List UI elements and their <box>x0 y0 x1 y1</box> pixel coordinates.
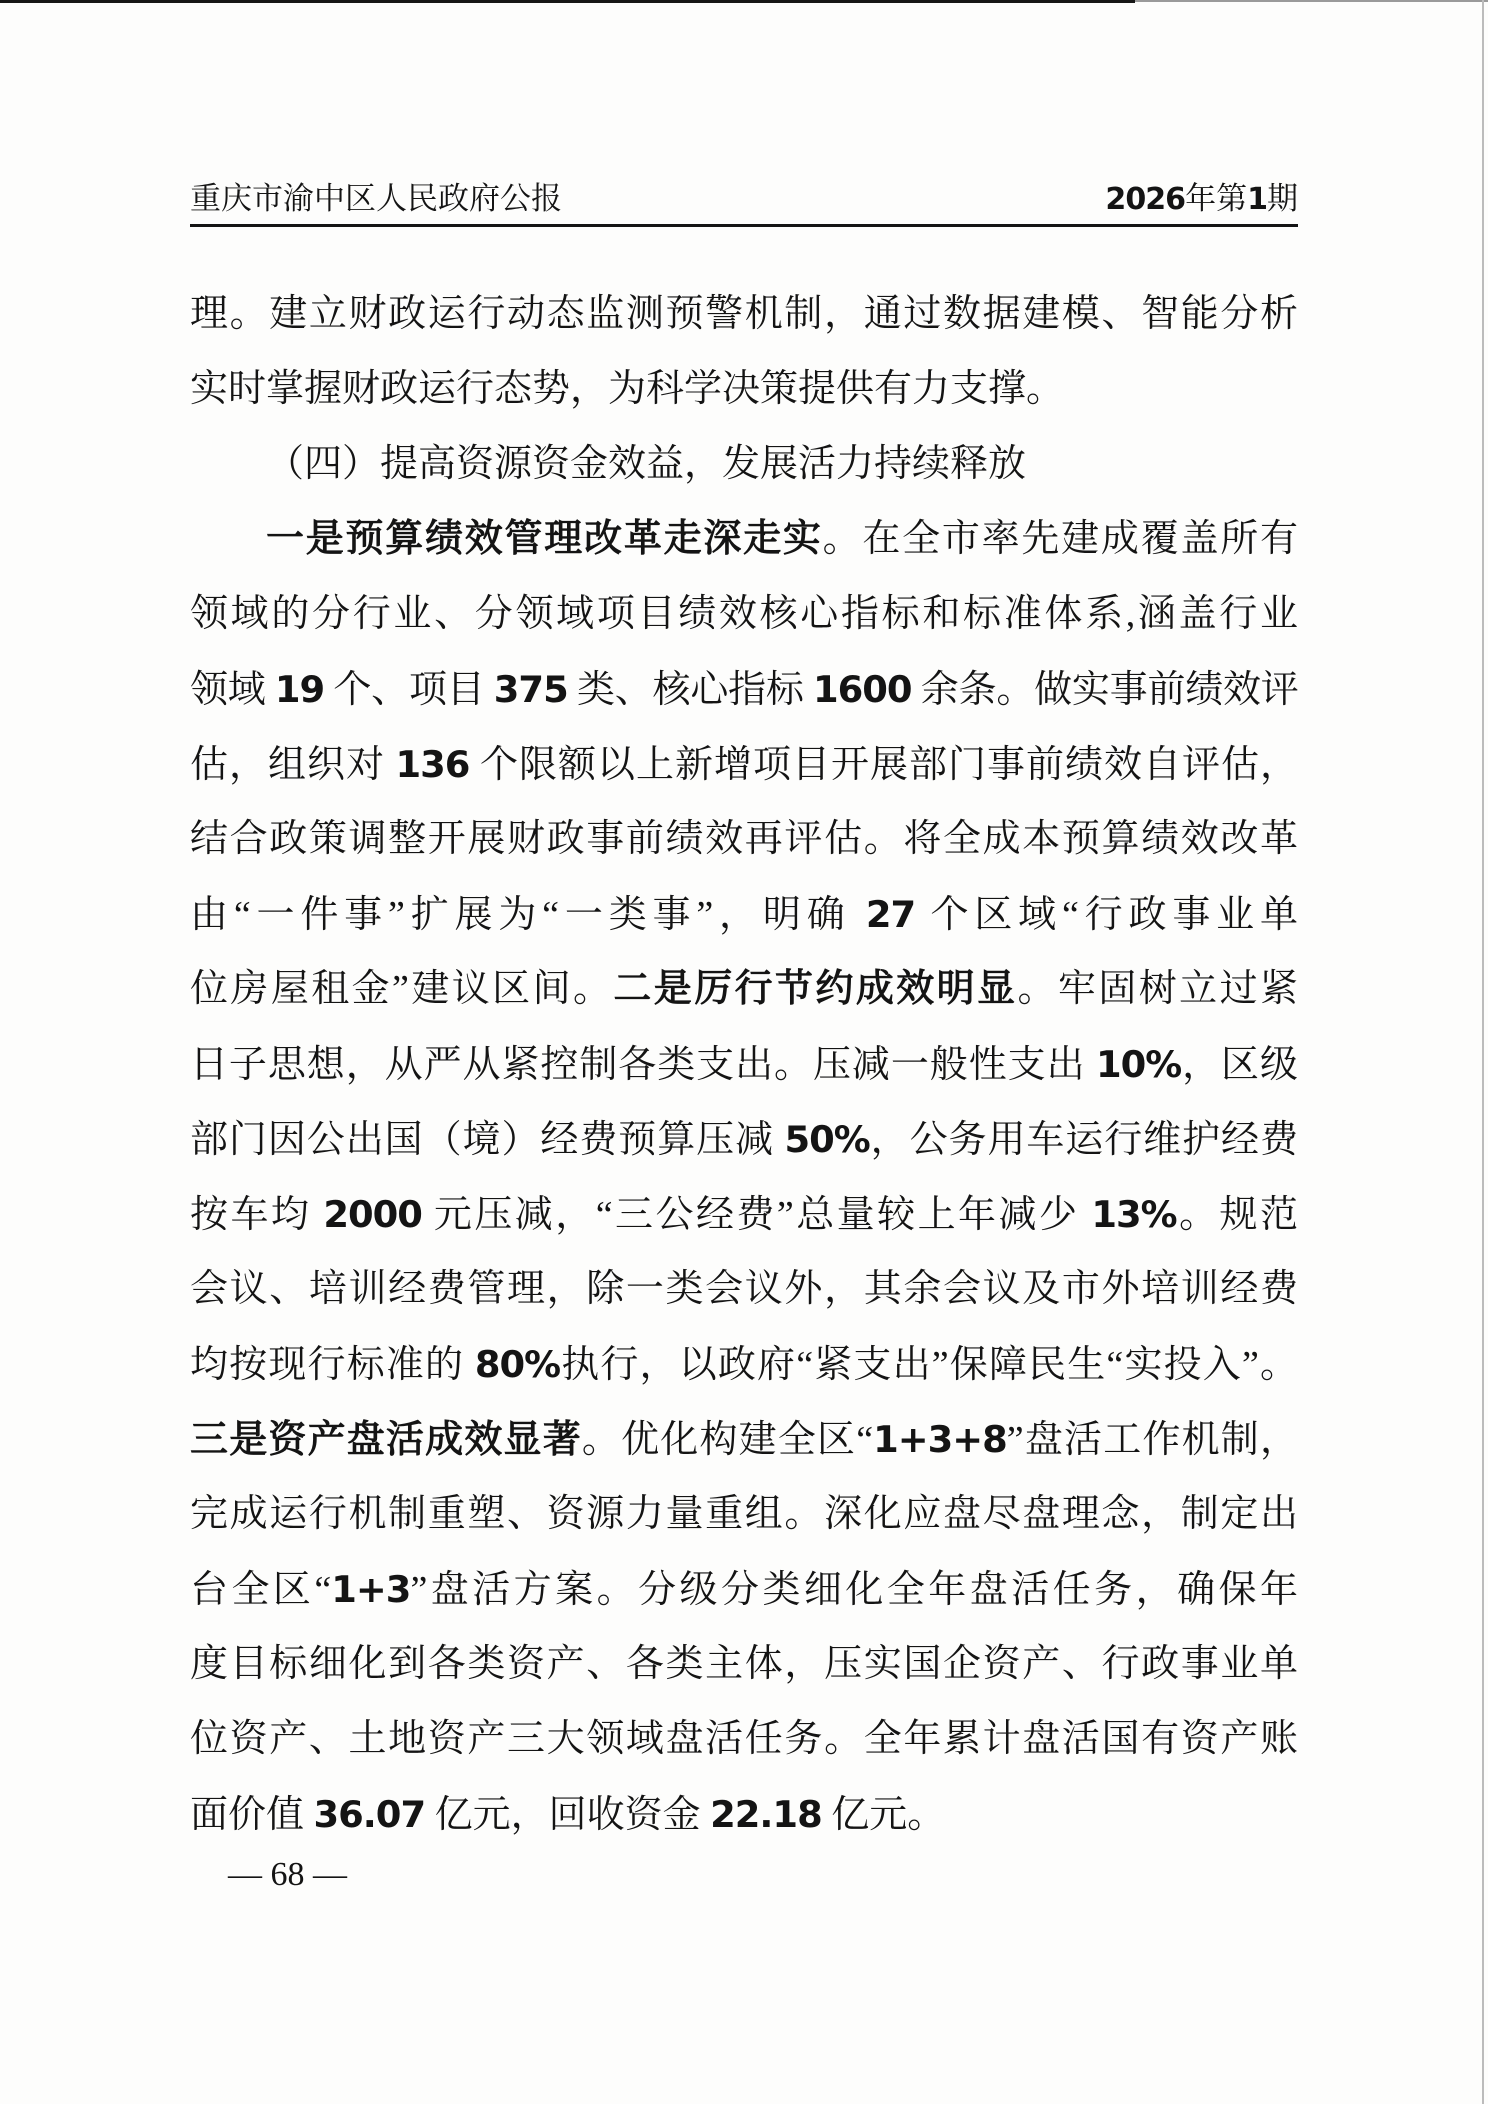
text-run: 位资产、土地资产三大领域盘活任务。全年累计盘活国有资产账 <box>190 1718 1298 1760</box>
numeral: 27 <box>865 893 916 936</box>
text-run: 领域的分行业、分领域项目绩效核心指标和标准体系,涵盖行业 <box>190 593 1298 635</box>
page-header <box>190 180 1298 219</box>
numeral: 19 <box>274 668 325 711</box>
text-line <box>190 1102 1298 1177</box>
numeral: 80% <box>474 1343 561 1386</box>
text-run: 均按现行标准的 80%执行，以政府“紧支出”保障民生“实投入”。 <box>190 1343 1298 1386</box>
publication-title: 重庆市渝中区人民政府公报 <box>190 181 562 216</box>
text-run: 结合政策调整开展财政事前绩效再评估。将全成本预算绩效改革 <box>190 818 1298 860</box>
text-run: 度目标细化到各类资产、各类主体，压实国企资产、行政事业单 <box>190 1643 1298 1685</box>
text-run: 日子思想，从严从紧控制各类支出。压减一般性支出 10%，区级 <box>190 1043 1298 1086</box>
scan-edge-top <box>0 0 1135 3</box>
text-line <box>190 952 1298 1027</box>
text-line <box>190 877 1298 952</box>
text-run: 实时掌握财政运行态势，为科学决策提供有力支撑。 <box>190 368 1065 410</box>
numeral: 2026 <box>1105 182 1186 217</box>
numeral: 1+3 <box>331 1568 411 1611</box>
text-run: 会议、培训经费管理，除一类会议外，其余会议及市外培训经费 <box>190 1268 1298 1310</box>
scan-edge-right <box>1482 0 1484 2104</box>
text-line <box>190 1627 1298 1702</box>
bold-run: 一是预算绩效管理改革走深走实 <box>266 518 823 560</box>
numeral: 1+3+8 <box>873 1418 1007 1461</box>
numeral: 375 <box>493 668 568 711</box>
text-line <box>190 1552 1298 1627</box>
text-line <box>190 1402 1298 1477</box>
text-line <box>190 427 1298 502</box>
text-line <box>190 1477 1298 1552</box>
numeral: 22.18 <box>710 1793 822 1836</box>
text-line <box>190 652 1298 727</box>
text-run: 。优化构建全区“1+3+8”盘活工作机制， <box>581 1418 1298 1461</box>
body-text <box>190 277 1298 1852</box>
text-line <box>190 277 1298 352</box>
text-line <box>190 802 1298 877</box>
text-run: 面价值 36.07 亿元，回收资金 22.18 亿元。 <box>190 1793 946 1836</box>
text-line <box>190 502 1298 577</box>
text-run: 估，组织对 136 个限额以上新增项目开展部门事前绩效自评估， <box>190 743 1298 786</box>
numeral: 10% <box>1095 1043 1182 1086</box>
text-run: （四）提高资源资金效益，发展活力持续释放 <box>266 443 1027 485</box>
text-line <box>190 1777 1298 1852</box>
text-line <box>190 727 1298 802</box>
text-run: 领域 19 个、项目 375 类、核心指标 1600 余条。做实事前绩效评 <box>190 668 1298 711</box>
page-number: — 68 — <box>228 1856 347 1893</box>
text-line <box>190 352 1298 427</box>
text-run: 理。建立财政运行动态监测预警机制，通过数据建模、智能分析 <box>190 293 1298 335</box>
numeral: 36.07 <box>313 1793 426 1836</box>
bold-run: 三是资产盘活成效显著 <box>190 1419 582 1461</box>
numeral: 1 <box>1247 182 1267 217</box>
text-line <box>190 1327 1298 1402</box>
text-line <box>190 1027 1298 1102</box>
numeral: 136 <box>395 743 470 786</box>
numeral: 50% <box>784 1118 870 1161</box>
bold-run: 二是厉行节约成效明显 <box>613 968 1018 1010</box>
numeral: 1600 <box>812 668 912 711</box>
text-run: 部门因公出国（境）经费预算压减 50%，公务用车运行维护经费 <box>190 1118 1298 1161</box>
numeral: 13% <box>1091 1193 1177 1236</box>
text-run: 。牢固树立过紧 <box>1017 968 1298 1010</box>
issue-label: 2026年第1期 <box>1105 181 1298 217</box>
numeral: 2000 <box>323 1193 422 1236</box>
text-line <box>190 1177 1298 1252</box>
text-run: 完成运行机制重塑、资源力量重组。深化应盘尽盘理念，制定出 <box>190 1493 1298 1535</box>
text-run: 台全区“1+3”盘活方案。分级分类细化全年盘活任务，确保年 <box>190 1568 1298 1611</box>
text-line <box>190 577 1298 652</box>
scan-edge-top-light <box>1135 0 1488 2</box>
header-rule <box>190 224 1298 227</box>
text-line <box>190 1252 1298 1327</box>
text-run: 由“一件事”扩展为“一类事”，明确 27 个区域“行政事业单 <box>190 893 1298 936</box>
text-line <box>190 1702 1298 1777</box>
text-run: 按车均 2000 元压减，“三公经费”总量较上年减少 13%。规范 <box>190 1193 1298 1236</box>
text-run: 。在全市率先建成覆盖所有 <box>822 518 1298 560</box>
text-run: 位房屋租金”建议区间。 <box>190 968 614 1010</box>
